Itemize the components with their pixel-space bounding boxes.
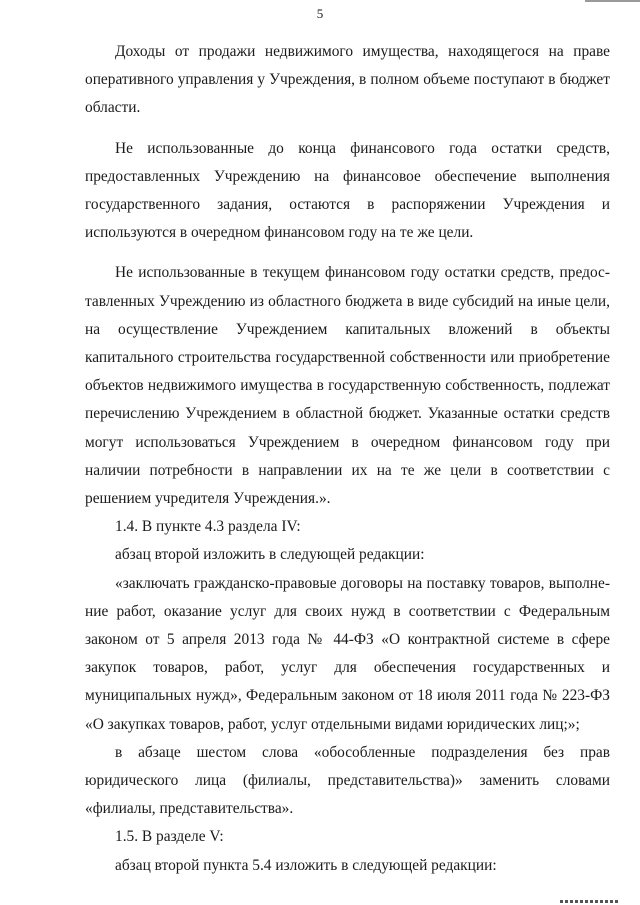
paragraph-contracts: «заключать гражданско-правовые договоры на поставку товаров, выполнение работ, оказание услуг для своих нужд в соответствии с Федеральным законом от 5 апреля 2013 года № 44-ФЗ «О контрактной системе в сфере закупок товаров, работ, услуг для обеспечения государственных и муниципальных нужд», Федеральным законом от 18 июля 2011 года № 223-ФЗ «О закупках товаров, работ, услуг отдельными видами юридических лиц;»; (85, 574, 610, 733)
paragraph-sixth-abzac: в абзаце шестом слова «обособленные подразделения без прав юридического лица (филиалы, представительства)» заменить словами «филиалы, представительства». (85, 743, 610, 818)
page-number: 5 (316, 6, 324, 21)
document-body (85, 38, 610, 880)
scan-mark-top (585, 0, 640, 2)
paragraph-clause-1-4: 1.4. В пункте 4.3 раздела IV: (115, 518, 301, 536)
paragraph-clause-5-4: абзац второй пункта 5.4 изложить в следующей редакции: (115, 856, 497, 874)
paragraph-clause-1-5: 1.5. В разделе V: (115, 828, 224, 846)
paragraph-revenue: Доходы от продажи недвижимого имущества, находящегося на праве оперативного управления у Учреждения, в полном объеме поступают в бюджет области. (85, 43, 610, 117)
paragraph-subsidy-remainders: Не использованные в текущем финансовом году остатки средств, предоставленных Учреждению из областного бюджета в виде субсидий на иные цели, на осуществление Учреждением капитальных вложений в объекты капитального строительства государственной собственности или приобретение объектов недвижимого имущества в государственную собственность, подлежат перечислению Учреждением в областной бюджет. Указанные остатки средств могут использоваться Учреждением в очередном финансовом году при наличии потребности в направлении их на те же цели в соответствии с решением учредителя Учреждения.». (85, 264, 610, 508)
paragraph-unused-funds: Не использованные до конца финансового года остатки средств, предоставленных Учреждению на финансовое обеспечение выполнения государственного задания, остаются в распоряжении Учреждения и используются в очередном финансовом году на те же цели. (85, 139, 610, 242)
scan-mark-bottom (560, 900, 620, 903)
paragraph-second-abzac: абзац второй изложить в следующей редакции: (115, 546, 425, 564)
